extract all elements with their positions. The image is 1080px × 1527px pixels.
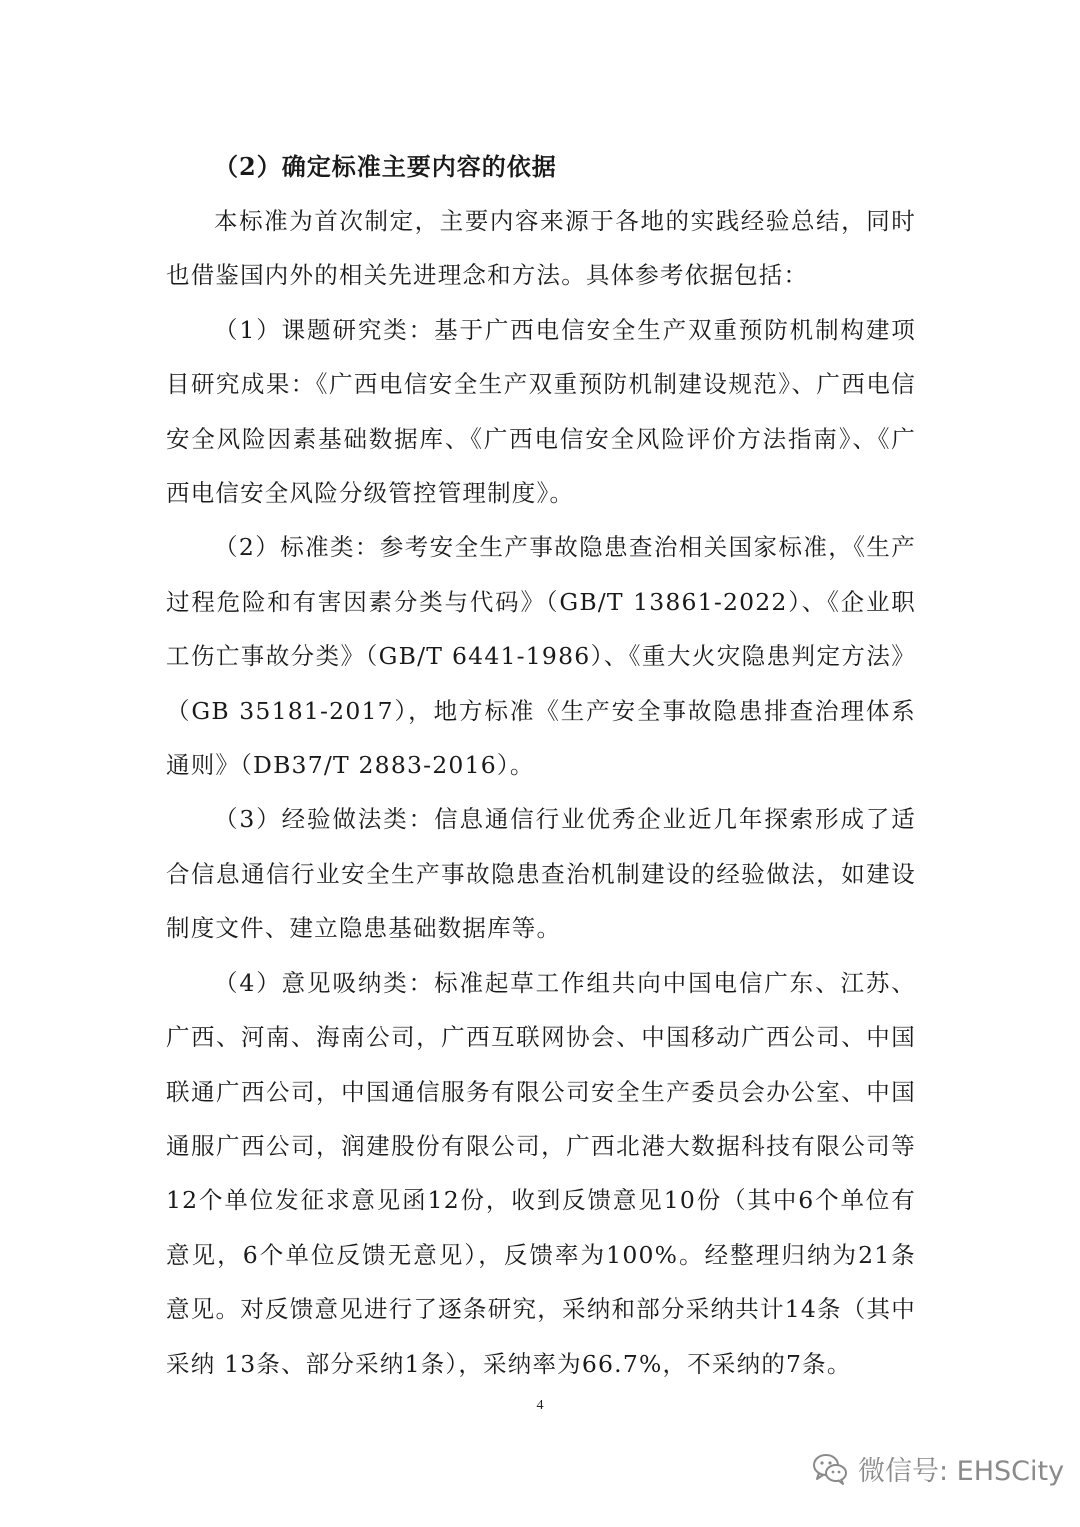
wechat-watermark: [810, 1444, 1064, 1492]
document-body: [166, 140, 916, 1391]
section-heading: （2）确定标准主要内容的依据: [214, 152, 557, 181]
wechat-icon: [810, 1448, 850, 1488]
paragraph-standards-basis: （2）标准类：参考安全生产事故隐患查治相关国家标准，《生产过程危险和有害因素分类与代码》（GB/T 13861-2022）、《企业职工伤亡事故分类》（GB/T 6441-1986）、《重大火灾隐患判定方法》（GB 35181-2017），地方标准《生产安全事故隐患排查治理体系通则》（DB37/T 2883-2016）。: [166, 533, 916, 780]
paragraph-experience-basis: （3）经验做法类：信息通信行业优秀企业近几年探索形成了适合信息通信行业安全生产事故隐患查治机制建设的经验做法，如建设制度文件、建立隐患基础数据库等。: [166, 805, 916, 943]
paragraph-research-basis: （1）课题研究类：基于广西电信安全生产双重预防机制构建项目研究成果：《广西电信安全生产双重预防机制建设规范》、广西电信安全风险因素基础数据库、《广西电信安全风险评价方法指南》、《广西电信安全风险分级管控管理制度》。: [166, 315, 916, 508]
watermark-text: 微信号: EHSCity: [858, 1455, 1065, 1487]
paragraph-feedback-basis: （4）意见吸纳类：标准起草工作组共向中国电信广东、江苏、广西、河南、海南公司，广西互联网协会、中国移动广西公司、中国联通广西公司，中国通信服务有限公司安全生产委员会办公室、中国通服广西公司，润建股份有限公司，广西北港大数据科技有限公司等12个单位发征求意见函12份，收到反馈意见10份（其中6个单位有意见，6个单位反馈无意见），反馈率为100%。经整理归纳为21条意见。对反馈意见进行了逐条研究，采纳和部分采纳共计14条（其中采纳 13条、部分采纳1条），采纳率为66.7%，不采纳的7条。: [166, 968, 916, 1378]
page-number: 4: [536, 1398, 544, 1413]
paragraph-intro: 本标准为首次制定，主要内容来源于各地的实践经验总结，同时也借鉴国内外的相关先进理念和方法。具体参考依据包括：: [166, 207, 916, 290]
